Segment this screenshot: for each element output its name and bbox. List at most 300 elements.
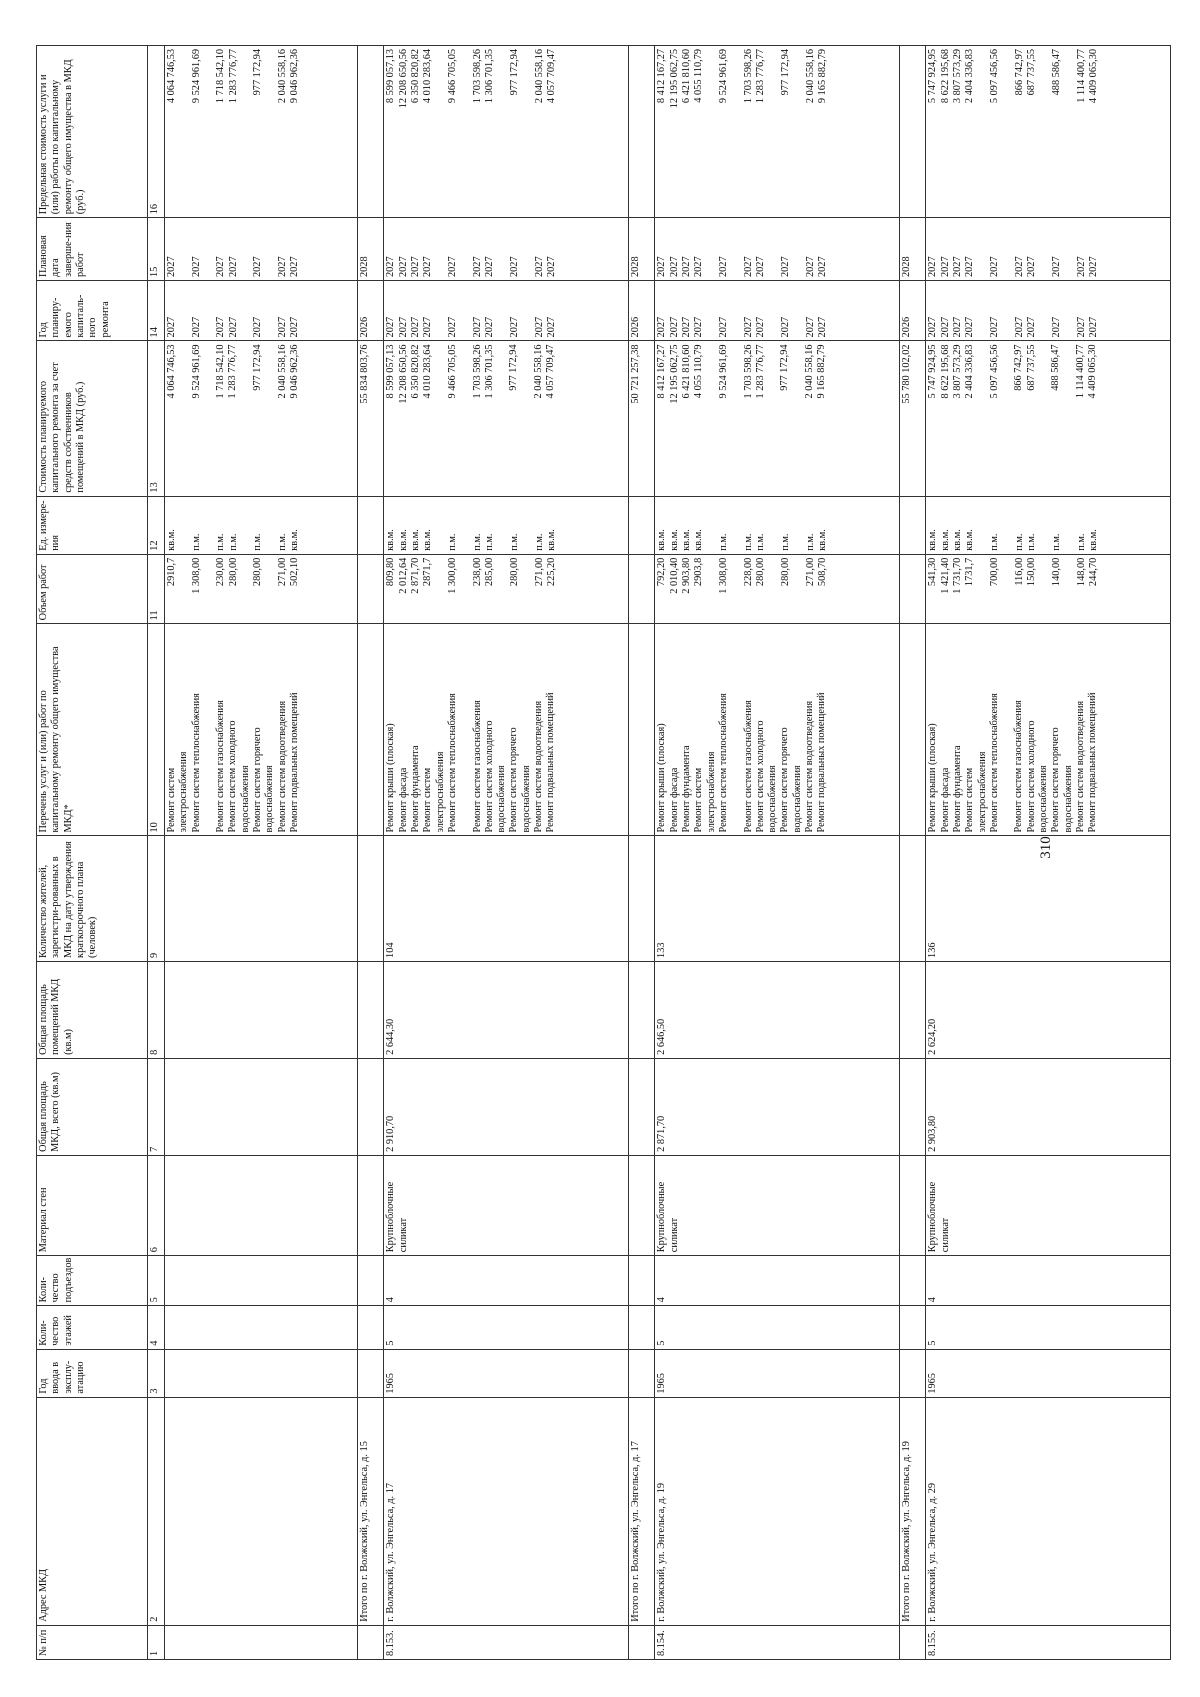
list-line: 12 208 650,56 [397, 49, 409, 109]
list-line [203, 344, 215, 492]
list-line: 2027 [779, 256, 791, 277]
list-line: 2027 [952, 256, 964, 277]
list-line [203, 627, 215, 832]
list-line: 2027 [989, 316, 1001, 338]
list-line: 2027 [166, 256, 177, 277]
list-line: 2027 [397, 256, 409, 277]
list-line: 5 097 456,56 [989, 49, 1001, 104]
list-line: 8 622 195,68 [939, 49, 951, 104]
list-line [1063, 500, 1075, 551]
list-line: 9 524 961,69 [718, 49, 730, 104]
dates-list [165, 218, 358, 281]
list-line [497, 558, 509, 621]
list-line: 1731,7 [964, 557, 976, 587]
list-line [1001, 627, 1013, 832]
list-line: Ремонт систем холодного [227, 720, 239, 833]
list-line: кв.м. [385, 529, 397, 551]
total-date: 2028 [629, 218, 655, 281]
list-line [521, 344, 533, 492]
list-line: 2027 [681, 256, 693, 277]
list-line: 1 306 701,35 [483, 344, 495, 399]
list-line: Ремонт систем теплоснабжения [446, 693, 458, 833]
column-number: 14 [148, 280, 165, 340]
address: г. Волжский, ул. Энгельса, д. 19 [655, 1397, 900, 1625]
list-line: Ремонт подвальных помещений [545, 692, 557, 833]
list-line [1038, 49, 1050, 214]
units-list [926, 496, 1171, 554]
list-line: 2027 [952, 316, 964, 338]
list-line [792, 500, 804, 551]
list-line: Ремонт подвальных помещений [288, 692, 300, 833]
column-number: 11 [148, 554, 165, 624]
wall-material: Крупноблочные силикат [384, 1155, 629, 1255]
list-line: кв.м. [964, 529, 976, 551]
list-line: 977 172,94 [779, 344, 791, 391]
list-line [1063, 221, 1075, 277]
total-year: 2026 [358, 280, 384, 340]
list-line: водоснабжения [496, 765, 508, 833]
list-line: 5 747 924,95 [927, 344, 939, 399]
list-line [178, 284, 190, 337]
list-line: 148,00 [1075, 557, 1087, 587]
list-line [792, 221, 804, 277]
list-line [265, 500, 277, 551]
list-line: 1 703 598,26 [471, 344, 483, 399]
list-line: электроснабжения [976, 751, 988, 833]
list-line [730, 627, 742, 832]
list-line [730, 344, 742, 492]
list-line: Ремонт систем [693, 767, 705, 833]
column-number: 15 [148, 218, 165, 281]
building-row [926, 46, 1171, 1660]
list-line: 1 308,00 [190, 557, 202, 594]
wall-material: Крупноблочные силикат [926, 1155, 1171, 1255]
list-line: Ремонт систем теплоснабжения [190, 693, 202, 833]
column-number: 9 [148, 836, 165, 961]
list-line: 8 412 167,27 [656, 49, 668, 104]
list-line: п.м. [508, 533, 520, 551]
list-line: 2027 [545, 316, 557, 338]
list-line: 2027 [1050, 316, 1062, 338]
volumes-list [926, 554, 1171, 624]
list-line: 4 064 746,53 [166, 49, 177, 104]
area-total: 2 910,70 [384, 1058, 629, 1155]
list-line: кв.м. [545, 529, 557, 551]
list-line: кв.м. [289, 529, 301, 551]
list-line: 2027 [693, 256, 705, 277]
list-line: 866 742,97 [1013, 49, 1025, 96]
list-line: п.м. [252, 533, 264, 551]
list-line: 1 283 776,77 [227, 344, 239, 399]
list-line: 1 283 776,77 [755, 49, 767, 104]
list-line: п.м. [1026, 533, 1038, 551]
list-line [792, 284, 804, 337]
list-line: 977 172,94 [252, 344, 264, 391]
list-line: 2903,8 [693, 557, 705, 587]
area-total: 2 903,80 [926, 1058, 1171, 1155]
list-line: 1 703 598,26 [742, 49, 754, 104]
column-header: Перечень услуг и (или) работ по капитальному ремонту общего имущества МКД* [37, 624, 148, 836]
list-line: 4 010 283,64 [422, 344, 434, 399]
year-built: 1965 [384, 1349, 629, 1397]
list-line: 2027 [1050, 256, 1062, 277]
list-line: 228,00 [742, 557, 754, 587]
list-line [792, 49, 804, 214]
list-line: 2027 [804, 316, 816, 338]
list-line [730, 500, 742, 551]
list-line: 2871,7 [422, 557, 434, 587]
list-line: 2027 [484, 316, 496, 338]
volumes-list [384, 554, 629, 624]
year-built: 1965 [926, 1349, 1171, 1397]
list-line: Ремонт систем теплоснабжения [988, 693, 1000, 833]
list-line [203, 558, 215, 621]
entrances: 4 [926, 1256, 1171, 1306]
list-line: 1 718 542,10 [215, 49, 227, 104]
list-line [768, 558, 780, 621]
list-line: 2027 [533, 316, 545, 338]
list-line: 508,70 [816, 557, 828, 587]
list-line [435, 284, 447, 337]
list-line: п.м. [755, 533, 767, 551]
list-line: Ремонт систем холодного [483, 720, 495, 833]
list-line: кв.м. [410, 529, 422, 551]
list-line: 541,30 [927, 557, 939, 587]
list-line: электроснабжения [705, 751, 717, 833]
list-line: 9 524 961,69 [190, 49, 202, 104]
column-header: Общая площадь помещений МКД (кв.м) [37, 961, 148, 1058]
list-line: п.м. [471, 533, 483, 551]
wall-material: Крупноблочные силикат [655, 1155, 900, 1255]
list-line: 2027 [227, 256, 239, 277]
list-line: 244,70 [1087, 557, 1099, 587]
column-header: Материал стен [37, 1155, 148, 1255]
list-line: 2027 [447, 316, 459, 338]
list-line: 2027 [166, 316, 177, 338]
column-number-row [148, 46, 165, 1660]
list-line [435, 49, 447, 214]
list-line: 271,00 [533, 557, 545, 587]
list-line [1063, 49, 1075, 214]
list-line: 9 524 961,69 [717, 344, 729, 399]
list-line [768, 49, 780, 214]
limits-list [926, 46, 1171, 218]
list-line: 2027 [422, 316, 434, 338]
area-rooms: 2 624,20 [926, 961, 1171, 1058]
list-line [521, 221, 533, 277]
list-line [1038, 344, 1050, 492]
list-line: 6 421 810,60 [681, 49, 693, 104]
list-line: 2027 [289, 256, 301, 277]
list-line: 2027 [816, 256, 828, 277]
column-header: Адрес МКД [37, 1397, 148, 1625]
list-line: п.м. [1050, 533, 1062, 551]
capital-repair-plan-table [36, 45, 1171, 1660]
list-line: 977 172,94 [508, 344, 520, 391]
list-line [460, 284, 472, 337]
list-line: 2027 [989, 256, 1001, 277]
column-header: Коли-чество подъездов [37, 1256, 148, 1306]
list-line [1001, 49, 1013, 214]
list-line: 6 350 820,82 [410, 344, 422, 399]
list-line [240, 500, 252, 551]
list-line: 280,00 [508, 557, 520, 587]
list-line [706, 558, 718, 621]
list-line [792, 558, 804, 621]
list-line: 2027 [190, 316, 202, 338]
list-line [730, 284, 742, 337]
list-line [768, 500, 780, 551]
list-line [435, 500, 447, 551]
column-number: 3 [148, 1349, 165, 1397]
list-line [977, 558, 989, 621]
list-line: 977 172,94 [508, 49, 520, 96]
list-line [203, 500, 215, 551]
row-number: 8.154. [655, 1625, 900, 1659]
total-row [899, 46, 925, 1660]
list-line: 2027 [471, 256, 483, 277]
list-line: 4 055 110,79 [693, 49, 705, 103]
list-line [178, 500, 190, 551]
list-line: 2 010,40 [668, 557, 680, 594]
works-list [655, 624, 900, 836]
list-line: 2027 [964, 256, 976, 277]
column-number: 2 [148, 1397, 165, 1625]
list-line: 8 599 057,13 [385, 344, 397, 399]
list-line: 1 308,00 [718, 557, 730, 594]
list-line: п.м. [484, 533, 496, 551]
list-line: 3 807 573,29 [951, 344, 963, 399]
list-line [240, 344, 252, 492]
list-line: 2027 [215, 316, 227, 338]
volumes-list [655, 554, 900, 624]
list-line: 1 306 701,35 [484, 49, 496, 104]
list-line: Ремонт крыши (плоская) [385, 723, 397, 833]
list-line: 9 165 882,79 [816, 49, 828, 104]
list-line [203, 284, 215, 337]
list-line: 2027 [1013, 256, 1025, 277]
list-line: 9 466 705,05 [447, 49, 459, 104]
total-cost: 50 721 257,38 [629, 341, 655, 496]
list-line: 2027 [1026, 316, 1038, 338]
list-line: Ремонт систем холодного [1025, 720, 1037, 833]
list-line: Ремонт систем водоотведения [276, 700, 288, 833]
list-line [521, 558, 533, 621]
list-line [265, 284, 277, 337]
list-line [1038, 558, 1050, 621]
column-header: Количество жителей, зарегистри-рованных в МКД на дату утверждения краткосрочного плана (человек) [37, 836, 148, 961]
column-number: 5 [148, 1256, 165, 1306]
total-label: Итого по г. Волжский, ул. Энгельса, д. 15 [358, 1397, 384, 1625]
list-line [977, 284, 989, 337]
list-line [1038, 221, 1050, 277]
list-line [792, 344, 804, 492]
list-line: кв.м. [656, 529, 668, 551]
list-line [264, 344, 276, 492]
column-header: Общая площадь МКД, всего (кв.м) [37, 1058, 148, 1155]
list-line: электроснабжения [434, 751, 446, 833]
dates-list [655, 218, 900, 281]
limits-list [384, 46, 629, 218]
list-line: 2027 [742, 316, 754, 338]
list-line: Ремонт систем холодного [754, 720, 766, 833]
list-line [706, 284, 718, 337]
list-line: 2027 [1075, 256, 1087, 277]
list-line: 1 703 598,26 [742, 344, 754, 399]
list-line: Ремонт фасада [668, 767, 680, 833]
list-line: Ремонт систем [964, 767, 976, 833]
units-list [384, 496, 629, 554]
list-line: 2 404 336,83 [964, 344, 976, 399]
list-line: 2027 [1087, 256, 1099, 277]
list-line: Ремонт систем горячего [508, 727, 520, 833]
list-line: п.м. [804, 533, 816, 551]
list-line [706, 500, 718, 551]
list-line: водоснабжения [791, 765, 803, 833]
list-line: 280,00 [755, 557, 767, 587]
list-line: 2027 [215, 256, 227, 277]
list-line: 4 057 709,47 [545, 344, 557, 399]
list-line [460, 558, 472, 621]
list-line [240, 284, 252, 337]
column-header: Год планиру-емого капиталь-ного ремонта [37, 280, 148, 340]
list-line [435, 344, 447, 492]
list-line: 9 046 962,36 [288, 344, 300, 399]
column-header: Объем работ [37, 554, 148, 624]
list-line: электроснабжения [178, 751, 190, 833]
list-line: п.м. [215, 533, 227, 551]
list-line: 9 524 961,69 [190, 344, 202, 399]
list-line [521, 500, 533, 551]
rotated-table-container [36, 45, 1171, 1660]
total-cost: 55 780 102,02 [899, 341, 925, 496]
list-line [521, 49, 533, 214]
list-line: Ремонт фасада [939, 767, 951, 833]
list-line: 2027 [939, 256, 951, 277]
list-line [730, 558, 742, 621]
list-line: 238,00 [471, 557, 483, 587]
list-line: 2027 [656, 256, 668, 277]
list-line: п.м. [190, 533, 202, 551]
list-line [977, 221, 989, 277]
list-line: 2027 [227, 316, 239, 338]
list-line: 977 172,94 [779, 49, 791, 96]
list-line [1063, 558, 1075, 621]
area-total: 2 871,70 [655, 1058, 900, 1155]
limits-list [655, 46, 900, 218]
list-line: 1 283 776,77 [754, 344, 766, 399]
list-line: 230,00 [215, 557, 227, 587]
list-line: водоснабжения [264, 765, 276, 833]
list-line [178, 558, 190, 621]
carryover-row [165, 46, 358, 1660]
list-line [265, 221, 277, 277]
list-line: 2 012,64 [397, 557, 409, 594]
list-line: Ремонт фундамента [410, 745, 422, 833]
list-line: 2027 [508, 316, 520, 338]
list-line: 2027 [693, 316, 705, 338]
list-line: п.м. [277, 533, 289, 551]
list-line: 2027 [964, 316, 976, 338]
list-line [730, 221, 742, 277]
list-line: 8 412 167,27 [656, 344, 668, 399]
list-line: 225,20 [545, 557, 557, 587]
list-line: водоснабжения [767, 765, 779, 833]
building-row [384, 46, 629, 1660]
list-line: 2027 [410, 256, 422, 277]
total-label: Итого по г. Волжский, ул. Энгельса, д. 17 [629, 1397, 655, 1625]
address: г. Волжский, ул. Энгельса, д. 17 [384, 1397, 629, 1625]
costs-list [655, 341, 900, 496]
list-line: 2027 [779, 316, 791, 338]
row-number: 8.155. [926, 1625, 1171, 1659]
list-line: 488 586,47 [1050, 344, 1062, 391]
units-list [655, 496, 900, 554]
list-line: 2027 [385, 256, 397, 277]
list-line: кв.м. [939, 529, 951, 551]
list-line: 2027 [277, 316, 289, 338]
list-line [460, 500, 472, 551]
column-number: 12 [148, 496, 165, 554]
list-line [460, 221, 472, 277]
list-line: 2027 [533, 256, 545, 277]
list-line [203, 49, 215, 214]
list-line: 2027 [277, 256, 289, 277]
list-line: Ремонт систем газоснабжения [742, 700, 754, 833]
list-line: 150,00 [1026, 557, 1038, 587]
list-line: кв.м. [1087, 529, 1099, 551]
list-line: Ремонт систем водоотведения [803, 700, 815, 833]
list-line: Ремонт крыши (плоская) [927, 723, 939, 833]
list-line: 2027 [755, 256, 767, 277]
list-line: 1 283 776,77 [227, 49, 239, 104]
list-line: 4 409 065,30 [1087, 344, 1099, 399]
list-line: 977 172,94 [252, 49, 264, 96]
list-line: п.м. [779, 533, 791, 551]
list-line: 2027 [1075, 316, 1087, 338]
floors: 5 [655, 1306, 900, 1349]
years-list [655, 280, 900, 340]
list-line: 1 718 542,10 [215, 344, 227, 399]
list-line: кв.м. [422, 529, 434, 551]
list-line: водоснабжения [520, 765, 532, 833]
list-line: 2 040 558,16 [533, 344, 545, 399]
list-line: 4 064 746,53 [166, 344, 177, 399]
residents: 136 [926, 836, 1171, 961]
list-line [460, 49, 472, 214]
list-line: Ремонт систем горячего [252, 727, 264, 833]
list-line: 2027 [681, 316, 693, 338]
list-line [768, 221, 780, 277]
list-line: 12 195 062,75 [668, 344, 680, 404]
list-line: кв.м. [166, 529, 177, 551]
list-line [1001, 284, 1013, 337]
list-line: 2027 [755, 316, 767, 338]
list-line [706, 344, 718, 492]
entrances: 4 [655, 1256, 900, 1306]
list-line: кв.м. [927, 529, 939, 551]
list-line: 5 747 924,95 [927, 49, 939, 104]
list-line: 2027 [718, 256, 730, 277]
list-line [767, 344, 779, 492]
list-line [1001, 500, 1013, 551]
list-line [497, 500, 509, 551]
list-line [1063, 284, 1075, 337]
list-line: Ремонт крыши (плоская) [656, 723, 668, 833]
list-line: 700,00 [989, 557, 1001, 587]
list-line [730, 49, 742, 214]
list-line: 2 040 558,16 [276, 344, 288, 399]
